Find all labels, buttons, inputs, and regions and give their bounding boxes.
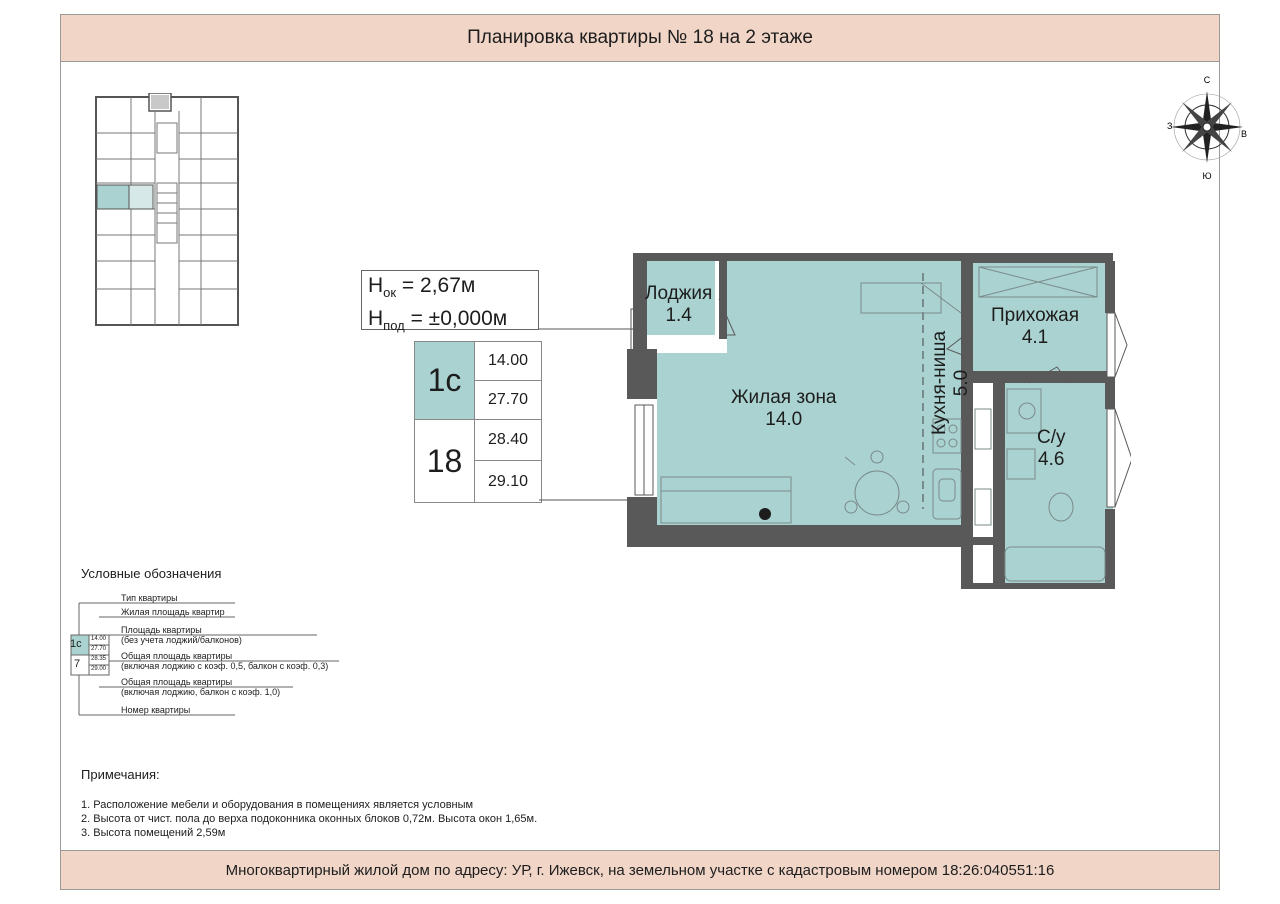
footer-band [61, 850, 1219, 889]
bathroom-fill [1005, 383, 1113, 583]
room-name: Лоджия [645, 283, 713, 304]
room-name: Жилая зона [731, 387, 837, 408]
legend-v3: 28.35 [91, 656, 107, 662]
total-area-full-cell: 29.10 [487, 472, 529, 490]
area-no-loggia-cell: 27.70 [475, 381, 541, 420]
legend-title: Условные обозначения [81, 566, 222, 581]
room-name: Кухня-ниша [929, 330, 950, 436]
room-area: 5.0 [951, 369, 972, 397]
legend-item: Жилая площадь квартир [121, 607, 225, 617]
room-name: С/у [1037, 427, 1066, 448]
legend-v2: 27.70 [91, 646, 107, 652]
note-item: 3. Высота помещений 2,59м [81, 827, 226, 839]
legend-item: (без учета лоджий/балконов) [121, 635, 242, 645]
legend-number: 7 [74, 658, 81, 670]
compass-rose [1165, 73, 1249, 181]
room-living-zone [731, 387, 837, 431]
notes-list [81, 798, 537, 840]
total-area-coef-cell: 28.40 [475, 420, 541, 461]
legend-item: (включая лоджию с коэф. 0,5, балкон с коэф. 0,3) [121, 661, 329, 671]
legend-item: Площадь квартиры [121, 625, 202, 635]
legend-item: Общая площадь квартиры [121, 677, 233, 687]
room-bathroom [1037, 427, 1066, 471]
compass-west-label: З [1167, 121, 1173, 131]
room-area: 4.6 [1038, 449, 1065, 470]
legend-v1: 14.00 [91, 636, 107, 642]
apartment-number-cell: 18 [415, 420, 475, 502]
room-kitchen-niche [929, 313, 973, 453]
note-item: 1. Расположение мебели и оборудования в помещениях является условным [81, 799, 474, 811]
height-pod-line: $H_{под} = \pm 0,000м$ [368, 307, 508, 334]
apartment-info-table [414, 341, 542, 503]
compass-east-label: В [1241, 129, 1248, 139]
living-zone-marker [759, 508, 771, 520]
room-area: 1.4 [665, 305, 692, 326]
room-loggia [645, 283, 712, 327]
compass-north-label: С [1203, 75, 1211, 85]
living-area-cell: 14.00 [475, 342, 541, 381]
height-ok-line: $H_{ок} = 2,67м$ [368, 274, 476, 301]
legend-type: 1с [70, 638, 82, 650]
header-band [61, 15, 1219, 62]
room-area: 14.0 [765, 409, 803, 430]
legend-item: Тип квартиры [121, 593, 178, 603]
apartment-type-cell: 1с [415, 342, 475, 420]
room-hallway [991, 305, 1079, 349]
plan-sheet [60, 14, 1248, 890]
compass-south-label: Ю [1202, 171, 1212, 181]
key-plan [95, 93, 241, 329]
footer-address: Многоквартирный жилой дом по адресу: УР, г. Ижевск, на земельном участке с кадастровым номером 18:26:040551:16 [225, 861, 1055, 879]
legend-item: Общая площадь квартиры [121, 651, 233, 661]
legend-item: (включая лоджию, балкон с коэф. 1,0) [121, 687, 281, 697]
room-name: Прихожая [991, 305, 1080, 326]
note-item: 2. Высота от чист. пола до верха подоконника оконных блоков 0,72м. Высота окон 1,65м. [81, 813, 538, 825]
room-area: 4.1 [1021, 327, 1049, 348]
legend-item: Номер квартиры [121, 705, 191, 715]
heights-box [361, 270, 539, 334]
legend-v4: 29.00 [91, 666, 107, 672]
page-title: Планировка квартиры № 18 на 2 этаже [467, 27, 813, 48]
notes-title: Примечания: [81, 767, 160, 782]
